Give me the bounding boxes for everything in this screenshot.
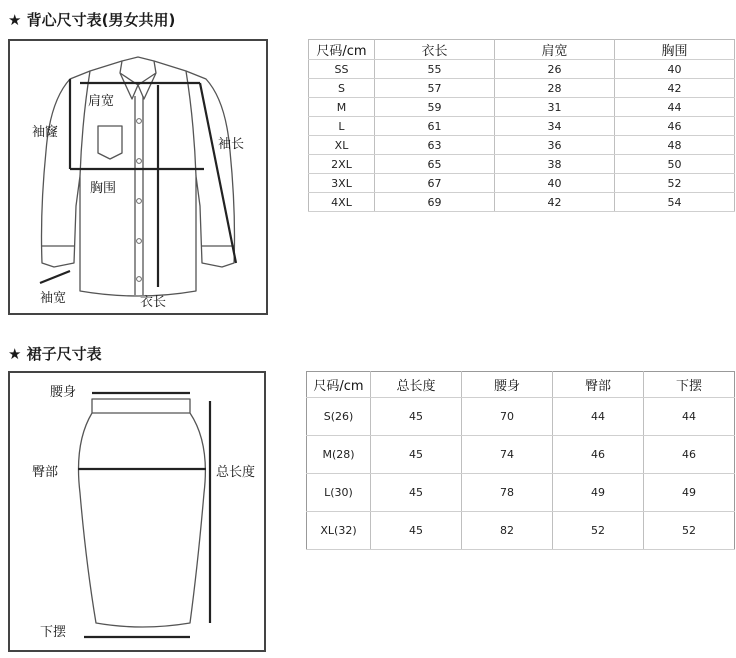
table-cell: 40: [495, 174, 615, 193]
table-cell: 52: [644, 512, 735, 550]
table-cell: 3XL: [309, 174, 375, 193]
table-cell: 45: [371, 398, 462, 436]
table-cell: 44: [553, 398, 644, 436]
table-cell: 34: [495, 117, 615, 136]
table-cell: S(26): [307, 398, 371, 436]
table-cell: 44: [644, 398, 735, 436]
table-header-row: [309, 40, 735, 60]
shirt-diagram-frame: [8, 39, 268, 315]
skirt-diagram: [10, 373, 264, 650]
total-length-label: 总长度: [216, 465, 256, 480]
table-row: [307, 436, 735, 474]
hip-label: 臀部: [32, 465, 59, 480]
table-header-cell: 臀部: [553, 372, 644, 398]
table-cell: 38: [495, 155, 615, 174]
table-cell: 42: [615, 79, 735, 98]
table-header-cell: 衣长: [375, 40, 495, 60]
table-cell: L: [309, 117, 375, 136]
table-cell: 67: [375, 174, 495, 193]
table-cell: 45: [371, 512, 462, 550]
table-cell: 59: [375, 98, 495, 117]
table-cell: 49: [553, 474, 644, 512]
table-row: [307, 474, 735, 512]
table-row: [309, 193, 735, 212]
table-cell: XL: [309, 136, 375, 155]
waist-label: 腰身: [50, 385, 77, 400]
length-label: 衣长: [140, 295, 167, 310]
table-cell: 31: [495, 98, 615, 117]
table-cell: 40: [615, 60, 735, 79]
table-header-cell: 肩宽: [495, 40, 615, 60]
table-cell: 57: [375, 79, 495, 98]
table-header-cell: 下摆: [644, 372, 735, 398]
shirt-size-table: [308, 39, 735, 212]
table-cell: L(30): [307, 474, 371, 512]
table-header-cell: 腰身: [462, 372, 553, 398]
hem-label: 下摆: [40, 625, 67, 640]
skirt-size-table: [306, 371, 735, 550]
table-cell: 49: [644, 474, 735, 512]
table-cell: 65: [375, 155, 495, 174]
table-cell: 70: [462, 398, 553, 436]
table-cell: 42: [495, 193, 615, 212]
table-cell: M(28): [307, 436, 371, 474]
sleeve-length-label: 袖长: [218, 137, 245, 152]
table-cell: 52: [615, 174, 735, 193]
table-row: [309, 79, 735, 98]
table-cell: 52: [553, 512, 644, 550]
table-cell: 36: [495, 136, 615, 155]
table-cell: 44: [615, 98, 735, 117]
table-row: [309, 117, 735, 136]
table-row: [307, 398, 735, 436]
chest-label: 胸围: [90, 181, 117, 196]
table-cell: 45: [371, 474, 462, 512]
shirt-diagram: [10, 41, 266, 313]
table-cell: 4XL: [309, 193, 375, 212]
table-header-cell: 尺码/cm: [309, 40, 375, 60]
table-cell: 46: [644, 436, 735, 474]
table-cell: 78: [462, 474, 553, 512]
shirt-section-title: ★ 背心尺寸表(男女共用): [8, 11, 176, 29]
table-cell: 48: [615, 136, 735, 155]
sleeve-measure-line: [200, 83, 236, 263]
table-cell: 63: [375, 136, 495, 155]
table-cell: M: [309, 98, 375, 117]
table-cell: 74: [462, 436, 553, 474]
table-row: [309, 174, 735, 193]
shirt-collar: [120, 57, 156, 85]
table-cell: 61: [375, 117, 495, 136]
skirt-diagram-frame: [8, 371, 266, 652]
table-row: [307, 512, 735, 550]
table-cell: SS: [309, 60, 375, 79]
table-cell: 46: [615, 117, 735, 136]
table-header-cell: 总长度: [371, 372, 462, 398]
table-cell: 46: [553, 436, 644, 474]
table-row: [309, 155, 735, 174]
shoulder-label: 肩宽: [88, 94, 115, 109]
cuff-label: 袖宽: [40, 291, 67, 306]
table-cell: 50: [615, 155, 735, 174]
table-header-cell: 尺码/cm: [307, 372, 371, 398]
table-cell: 69: [375, 193, 495, 212]
shirt-button: [137, 119, 142, 124]
skirt-section-title: ★ 裙子尺寸表: [8, 345, 102, 363]
table-cell: 54: [615, 193, 735, 212]
table-cell: 55: [375, 60, 495, 79]
table-cell: 45: [371, 436, 462, 474]
armhole-label: 袖窿: [32, 125, 59, 140]
table-cell: 82: [462, 512, 553, 550]
skirt-outline: [79, 399, 206, 627]
table-row: [309, 136, 735, 155]
table-header-row: [307, 372, 735, 398]
table-cell: XL(32): [307, 512, 371, 550]
table-cell: 2XL: [309, 155, 375, 174]
table-cell: 26: [495, 60, 615, 79]
table-header-cell: 胸围: [615, 40, 735, 60]
table-row: [309, 98, 735, 117]
table-cell: S: [309, 79, 375, 98]
table-cell: 28: [495, 79, 615, 98]
table-row: [309, 60, 735, 79]
cuff-measure-line: [40, 271, 70, 283]
